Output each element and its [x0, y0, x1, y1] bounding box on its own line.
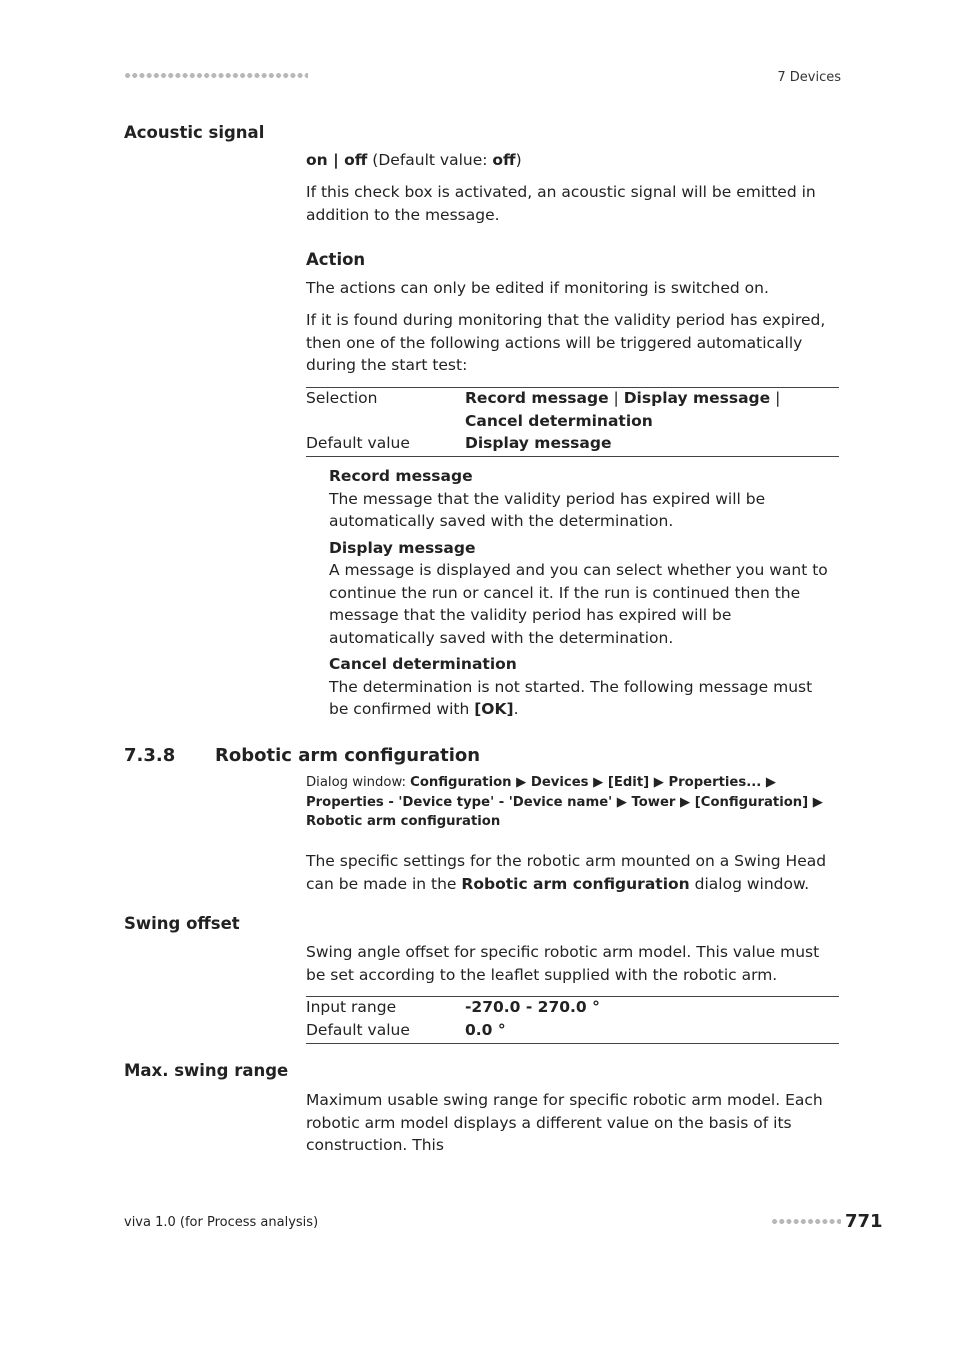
default-suffix: ) [515, 151, 522, 169]
action-para-1: The actions can only be edited if monitoring is switched on. [306, 279, 769, 297]
acoustic-signal-description: If this check box is activated, an acoustic signal will be emitted in addition to the message. [306, 183, 816, 224]
footer-product: viva 1.0 (for Process analysis) [124, 1215, 319, 1230]
acoustic-signal-heading: Acoustic signal [124, 123, 265, 142]
default-value: off [492, 151, 516, 169]
selection-option: Cancel determination [465, 411, 653, 430]
ok-button-reference: [OK] [474, 700, 514, 718]
definition-term: Record message [329, 467, 473, 485]
dialog-label: Dialog window: [306, 775, 411, 790]
acoustic-signal-values [306, 149, 846, 172]
dialog-path-text: Configuration ▶ Devices ▶ [Edit] ▶ Properties... ▶ Properties - 'Device type' - 'Device name' ▶ Tower ▶ [Configuration] ▶ Robotic arm configuration [306, 775, 823, 829]
default-value: 0.0 ° [465, 1020, 506, 1039]
dialog-window-path [306, 773, 841, 832]
definition-item [329, 653, 841, 721]
table-row [306, 387, 839, 432]
definition-text-part: . [513, 700, 519, 718]
definition-term: Display message [329, 538, 476, 557]
selection-label: Selection [306, 389, 378, 407]
value-on: on [306, 151, 328, 169]
section-intro [306, 850, 846, 895]
max-swing-range-description: Maximum usable swing range for specific robotic arm model. Each robotic arm model displays a different value on the basis of its construction. This [306, 1091, 823, 1154]
definition-list [329, 465, 841, 721]
intro-dialog-name: Robotic arm configuration [461, 874, 690, 893]
selection-separator: | [770, 389, 781, 407]
table-row [306, 996, 839, 1019]
definition-text: The message that the validity period has expired will be automatically saved with the determination. [329, 489, 766, 530]
header-decoration [124, 72, 308, 79]
definition-text-part: The determination is not started. The following message must be confirmed with [329, 677, 813, 718]
swing-offset-heading: Swing offset [124, 914, 240, 933]
action-para-2: If it is found during monitoring that the validity period has expired, then one of the following actions will be triggered automatically during the start test: [306, 311, 826, 374]
action-heading: Action [306, 250, 366, 269]
default-label: Default value [306, 434, 410, 452]
intro-text: The specific settings for the robotic arm mounted on a Swing Head can be made in the [306, 852, 827, 893]
footer-decoration [771, 1218, 841, 1225]
action-parameter-table [306, 387, 839, 455]
definition-text: A message is displayed and you can select whether you want to continue the run or cancel it. If the run is continued then the message that the validity period has expired will be automatically saved with the determination. [329, 561, 828, 647]
selection-option: Record message [465, 389, 609, 407]
input-range-value: -270.0 - 270.0 ° [465, 998, 600, 1016]
definition-text [329, 676, 834, 721]
max-swing-range-heading: Max. swing range [124, 1061, 289, 1080]
table-row [306, 1019, 839, 1042]
selection-values [465, 387, 839, 432]
section-title: Robotic arm configuration [215, 745, 481, 766]
swing-offset-table [306, 996, 839, 1041]
page-number: 771 [845, 1211, 883, 1232]
table-bottom-rule [306, 456, 839, 457]
definition-item [329, 465, 841, 533]
table-bottom-rule [306, 1043, 839, 1044]
default-value: Display message [465, 434, 612, 452]
value-separator: | [327, 151, 345, 169]
value-off: off [344, 151, 368, 169]
input-range-label: Input range [306, 998, 397, 1016]
selection-separator: | [608, 389, 624, 407]
definition-item [329, 537, 841, 650]
selection-option: Display message [623, 389, 771, 407]
definition-term: Cancel determination [329, 655, 517, 673]
table-row [306, 432, 839, 455]
default-prefix: (Default value: [367, 151, 493, 169]
section-number: 7.3.8 [124, 745, 176, 766]
default-label: Default value [306, 1020, 410, 1039]
intro-text: dialog window. [689, 874, 810, 893]
chapter-title: 7 Devices [777, 70, 841, 85]
swing-offset-description: Swing angle offset for specific robotic arm model. This value must be set according to the leaflet supplied with the robotic arm. [306, 943, 820, 984]
